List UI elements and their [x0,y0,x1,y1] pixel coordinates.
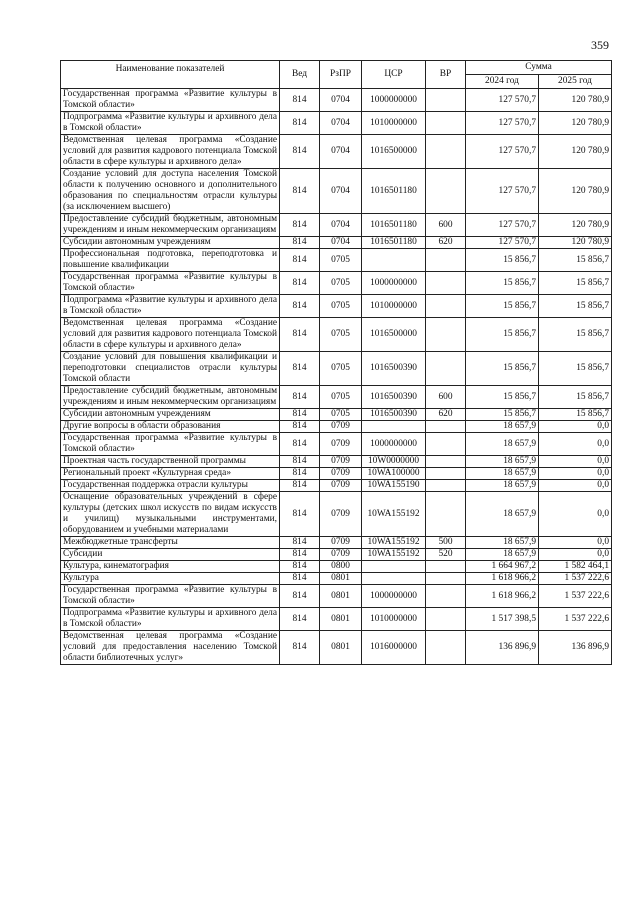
cell-name: Предоставление субсидий бюджетным, автономным учреждениям и иным некоммерческим организациям [61,386,280,409]
cell-sum-2024: 136 896,9 [466,631,539,665]
cell-sum-2025: 0,0 [539,468,612,480]
table-row [61,272,612,295]
cell-name: Другие вопросы в области образования [61,421,280,433]
cell-sum-2024: 1 618 966,2 [466,573,539,585]
cell-sum-2025: 120 780,9 [539,237,612,249]
cell-name: Создание условий для повышения квалификации и переподготовки специалистов отрасли культуры Томской области [61,352,280,386]
cell-sum-2025: 120 780,9 [539,135,612,169]
cell-sum-2025: 0,0 [539,492,612,537]
cell-csr: 1000000000 [362,585,426,608]
cell-sum-2024: 18 657,9 [466,468,539,480]
cell-ved: 814 [280,631,320,665]
cell-sum-2025: 15 856,7 [539,352,612,386]
cell-csr: 10WA155192 [362,492,426,537]
cell-sum-2024: 15 856,7 [466,352,539,386]
header-rzpr: РзПР [320,61,362,89]
cell-ved: 814 [280,549,320,561]
cell-vr [426,608,466,631]
cell-sum-2025: 120 780,9 [539,214,612,237]
cell-vr [426,249,466,272]
cell-name: Государственная программа «Развитие культуры в Томской области» [61,433,280,456]
cell-csr: 10WA100000 [362,468,426,480]
table-row [61,573,612,585]
cell-sum-2024: 1 517 398,5 [466,608,539,631]
table-row [61,631,612,665]
cell-rzpr: 0800 [320,561,362,573]
cell-name: Предоставление субсидий бюджетным, автономным учреждениям и иным некоммерческим организациям [61,214,280,237]
cell-ved: 814 [280,561,320,573]
cell-ved: 814 [280,89,320,112]
cell-rzpr: 0704 [320,89,362,112]
cell-name: Межбюджетные трансферты [61,537,280,549]
header-year-2024: 2024 год [466,75,539,89]
header-csr: ЦСР [362,61,426,89]
cell-csr: 1010000000 [362,295,426,318]
cell-vr [426,89,466,112]
cell-vr [426,456,466,468]
cell-csr: 1010000000 [362,608,426,631]
cell-sum-2024: 18 657,9 [466,537,539,549]
table-row [61,480,612,492]
table-row [61,214,612,237]
cell-vr [426,318,466,352]
cell-csr [362,561,426,573]
cell-sum-2025: 0,0 [539,433,612,456]
cell-ved: 814 [280,537,320,549]
cell-sum-2025: 136 896,9 [539,631,612,665]
cell-sum-2025: 1 537 222,6 [539,573,612,585]
cell-sum-2024: 18 657,9 [466,421,539,433]
cell-sum-2025: 1 582 464,1 [539,561,612,573]
cell-sum-2025: 120 780,9 [539,89,612,112]
cell-vr: 620 [426,409,466,421]
cell-sum-2025: 0,0 [539,549,612,561]
cell-rzpr: 0704 [320,237,362,249]
cell-vr [426,573,466,585]
cell-vr [426,480,466,492]
cell-rzpr: 0704 [320,135,362,169]
cell-sum-2024: 15 856,7 [466,386,539,409]
cell-sum-2024: 18 657,9 [466,492,539,537]
cell-rzpr: 0709 [320,480,362,492]
cell-name: Субсидии автономным учреждениям [61,237,280,249]
cell-csr: 1016501180 [362,169,426,214]
cell-sum-2024: 18 657,9 [466,549,539,561]
cell-rzpr: 0704 [320,169,362,214]
cell-csr: 1000000000 [362,89,426,112]
cell-sum-2024: 15 856,7 [466,249,539,272]
cell-csr: 10WA155190 [362,480,426,492]
cell-sum-2025: 15 856,7 [539,272,612,295]
cell-sum-2025: 0,0 [539,421,612,433]
cell-ved: 814 [280,214,320,237]
cell-name: Профессиональная подготовка, переподготовка и повышение квалификации [61,249,280,272]
cell-rzpr: 0705 [320,295,362,318]
cell-ved: 814 [280,352,320,386]
cell-name: Подпрограмма «Развитие культуры и архивного дела в Томской области» [61,112,280,135]
cell-sum-2025: 0,0 [539,456,612,468]
cell-sum-2024: 15 856,7 [466,318,539,352]
cell-sum-2024: 15 856,7 [466,272,539,295]
cell-name: Оснащение образовательных учреждений в сфере культуры (детских школ искусств по видам искусств и училищ) музыкальными инструментами, оборудованием и учебными материалами [61,492,280,537]
cell-csr: 1016501180 [362,237,426,249]
cell-csr [362,421,426,433]
cell-rzpr: 0705 [320,352,362,386]
cell-sum-2024: 127 570,7 [466,89,539,112]
cell-ved: 814 [280,480,320,492]
cell-sum-2024: 18 657,9 [466,480,539,492]
cell-rzpr: 0704 [320,112,362,135]
table-row [61,549,612,561]
cell-csr: 10WA155192 [362,537,426,549]
cell-ved: 814 [280,272,320,295]
cell-csr: 1016500000 [362,135,426,169]
cell-rzpr: 0705 [320,272,362,295]
header-ved: Вед [280,61,320,89]
table-row [61,295,612,318]
cell-csr: 1000000000 [362,433,426,456]
cell-vr [426,169,466,214]
cell-ved: 814 [280,249,320,272]
cell-name: Культура, кинематография [61,561,280,573]
cell-rzpr: 0705 [320,318,362,352]
cell-vr [426,112,466,135]
cell-csr: 1010000000 [362,112,426,135]
cell-ved: 814 [280,492,320,537]
table-row [61,249,612,272]
table-row [61,112,612,135]
cell-rzpr: 0709 [320,549,362,561]
cell-vr [426,561,466,573]
cell-rzpr: 0709 [320,537,362,549]
cell-ved: 814 [280,421,320,433]
cell-name: Субсидии [61,549,280,561]
cell-sum-2025: 0,0 [539,480,612,492]
cell-vr [426,468,466,480]
table-row [61,537,612,549]
cell-sum-2025: 120 780,9 [539,169,612,214]
cell-ved: 814 [280,608,320,631]
cell-ved: 814 [280,295,320,318]
cell-name: Подпрограмма «Развитие культуры и архивного дела в Томской области» [61,608,280,631]
cell-rzpr: 0705 [320,249,362,272]
table-row [61,169,612,214]
cell-ved: 814 [280,433,320,456]
cell-sum-2025: 15 856,7 [539,318,612,352]
cell-csr: 1016500390 [362,352,426,386]
cell-rzpr: 0801 [320,573,362,585]
cell-ved: 814 [280,573,320,585]
cell-sum-2025: 15 856,7 [539,249,612,272]
cell-ved: 814 [280,237,320,249]
cell-rzpr: 0801 [320,631,362,665]
cell-vr [426,631,466,665]
cell-sum-2024: 1 618 966,2 [466,585,539,608]
cell-sum-2024: 127 570,7 [466,169,539,214]
cell-name: Культура [61,573,280,585]
cell-vr [426,433,466,456]
cell-ved: 814 [280,318,320,352]
cell-sum-2025: 1 537 222,6 [539,608,612,631]
cell-rzpr: 0709 [320,468,362,480]
header-sum: Сумма [466,61,612,75]
cell-vr: 600 [426,214,466,237]
cell-name: Государственная программа «Развитие культуры в Томской области» [61,585,280,608]
cell-ved: 814 [280,386,320,409]
cell-vr [426,352,466,386]
cell-rzpr: 0705 [320,386,362,409]
cell-sum-2024: 18 657,9 [466,433,539,456]
header-vr: ВР [426,61,466,89]
cell-vr: 620 [426,237,466,249]
budget-table [60,60,612,665]
table-row [61,89,612,112]
cell-sum-2025: 15 856,7 [539,386,612,409]
cell-name: Создание условий для доступа населения Томской области к получению основного и дополнительного образования по специальностям отрасли культуры (за исключением высшего) [61,169,280,214]
cell-sum-2024: 18 657,9 [466,456,539,468]
cell-vr [426,272,466,295]
cell-name: Государственная поддержка отрасли культуры [61,480,280,492]
cell-ved: 814 [280,468,320,480]
cell-sum-2024: 15 856,7 [466,409,539,421]
table-row [61,456,612,468]
table-row [61,237,612,249]
header-name: Наименование показателей [61,61,280,89]
cell-name: Государственная программа «Развитие культуры в Томской области» [61,272,280,295]
cell-ved: 814 [280,169,320,214]
table-row [61,352,612,386]
cell-name: Субсидии автономным учреждениям [61,409,280,421]
cell-rzpr: 0801 [320,608,362,631]
cell-csr: 1016000000 [362,631,426,665]
cell-sum-2025: 15 856,7 [539,409,612,421]
cell-name: Региональный проект «Культурная среда» [61,468,280,480]
cell-name: Государственная программа «Развитие культуры в Томской области» [61,89,280,112]
table-row [61,608,612,631]
table-row [61,585,612,608]
cell-vr [426,585,466,608]
table-row [61,433,612,456]
table-row [61,561,612,573]
cell-rzpr: 0704 [320,214,362,237]
cell-name: Ведомственная целевая программа «Создание условий для развития кадрового потенциала Томской области в сфере культуры и архивного дела» [61,318,280,352]
cell-rzpr: 0709 [320,492,362,537]
cell-csr [362,249,426,272]
header-year-2025: 2025 год [539,75,612,89]
cell-name: Проектная часть государственной программы [61,456,280,468]
cell-name: Ведомственная целевая программа «Создание условий для развития кадрового потенциала Томской области в сфере культуры и архивного дела» [61,135,280,169]
cell-rzpr: 0801 [320,585,362,608]
cell-name: Подпрограмма «Развитие культуры и архивного дела в Томской области» [61,295,280,318]
cell-vr: 500 [426,537,466,549]
cell-csr: 10WA155192 [362,549,426,561]
cell-vr: 600 [426,386,466,409]
cell-rzpr: 0709 [320,456,362,468]
cell-sum-2025: 0,0 [539,537,612,549]
cell-rzpr: 0705 [320,409,362,421]
cell-rzpr: 0709 [320,433,362,456]
cell-name: Ведомственная целевая программа «Создание условий для предоставления населению Томской области библиотечных услуг» [61,631,280,665]
cell-csr: 1016501180 [362,214,426,237]
table-row [61,135,612,169]
table-row [61,468,612,480]
cell-sum-2024: 127 570,7 [466,112,539,135]
cell-sum-2024: 127 570,7 [466,214,539,237]
cell-sum-2024: 15 856,7 [466,295,539,318]
cell-csr: 1016500390 [362,409,426,421]
cell-csr: 10W0000000 [362,456,426,468]
table-row [61,409,612,421]
cell-sum-2025: 120 780,9 [539,112,612,135]
cell-sum-2024: 127 570,7 [466,135,539,169]
cell-csr: 1016500000 [362,318,426,352]
table-row [61,318,612,352]
cell-ved: 814 [280,456,320,468]
cell-rzpr: 0709 [320,421,362,433]
cell-sum-2025: 15 856,7 [539,295,612,318]
table-row [61,421,612,433]
cell-sum-2024: 127 570,7 [466,237,539,249]
cell-sum-2024: 1 664 967,2 [466,561,539,573]
cell-ved: 814 [280,585,320,608]
page-number: 359 [591,38,609,52]
cell-vr [426,295,466,318]
cell-sum-2025: 1 537 222,6 [539,585,612,608]
cell-vr: 520 [426,549,466,561]
cell-vr [426,135,466,169]
cell-ved: 814 [280,112,320,135]
table-row [61,492,612,537]
cell-vr [426,421,466,433]
cell-csr: 1016500390 [362,386,426,409]
cell-ved: 814 [280,409,320,421]
cell-csr [362,573,426,585]
cell-csr: 1000000000 [362,272,426,295]
table-row [61,386,612,409]
table-body [61,89,612,665]
cell-vr [426,492,466,537]
cell-ved: 814 [280,135,320,169]
